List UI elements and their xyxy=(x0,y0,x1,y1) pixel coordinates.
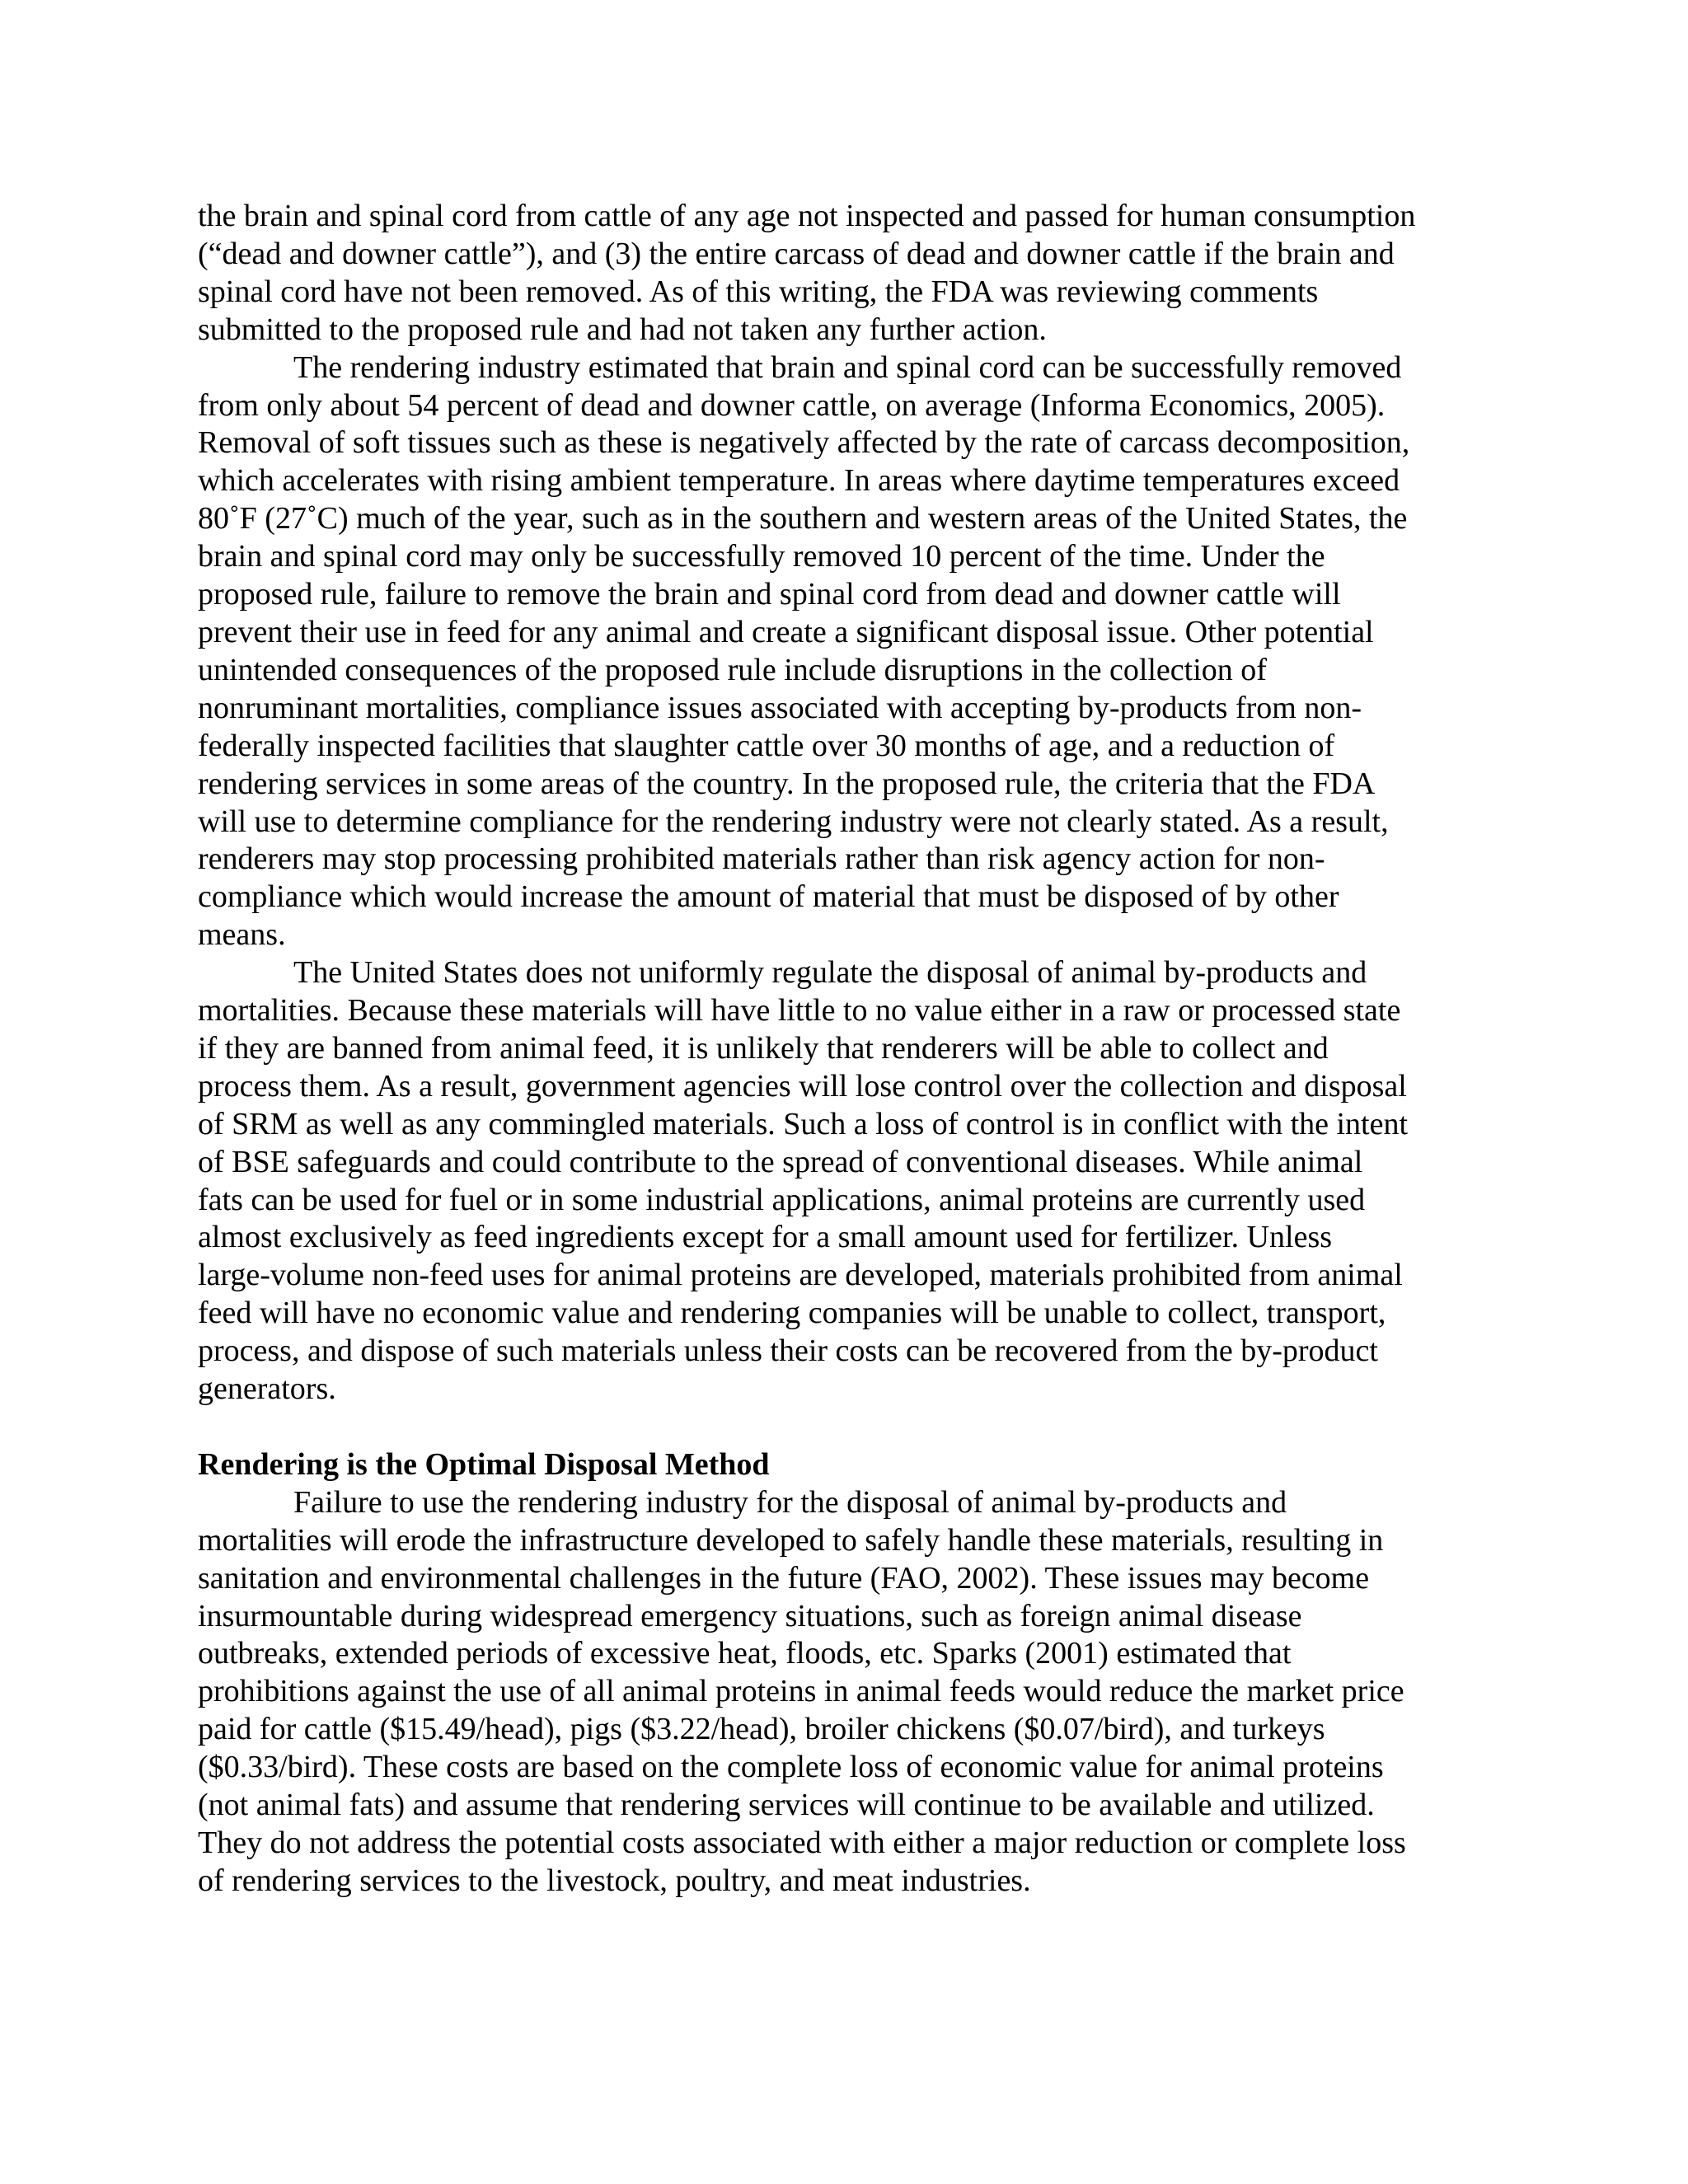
text-line: 80˚F (27˚C) much of the year, such as in the southern and western areas of the United States, the xyxy=(198,501,1408,537)
text-line: process, and dispose of such materials unless their costs can be recovered from the by-product xyxy=(198,1333,1378,1369)
text-line: renderers may stop processing prohibited materials rather than risk agency action for non- xyxy=(198,841,1325,877)
text-line: proposed rule, failure to remove the brain and spinal cord from dead and downer cattle will xyxy=(198,577,1341,612)
text-line: Failure to use the rendering industry for the disposal of animal by-products and xyxy=(293,1484,1287,1520)
text-line: nonruminant mortalities, compliance issues associated with accepting by-products from non- xyxy=(198,690,1362,725)
text-line: They do not address the potential costs associated with either a major reduction or complete loss xyxy=(198,1825,1406,1860)
text-line: federally inspected facilities that slaughter cattle over 30 months of age, and a reduction of xyxy=(198,728,1335,763)
text-line: paid for cattle ($15.49/head), pigs ($3.22/head), broiler chickens ($0.07/bird), and turkeys xyxy=(198,1712,1325,1747)
text-line: The United States does not uniformly regulate the disposal of animal by-products and xyxy=(293,955,1367,991)
text-line: means. xyxy=(198,917,286,953)
text-line: rendering services in some areas of the country. In the proposed rule, the criteria that the FDA xyxy=(198,766,1376,801)
text-line: mortalities will erode the infrastructure developed to safely handle these materials, resulting in xyxy=(198,1522,1384,1558)
section-heading: Rendering is the Optimal Disposal Method xyxy=(198,1446,770,1482)
text-line: (not animal fats) and assume that rendering services will continue to be available and utilized. xyxy=(198,1788,1375,1823)
text-line: brain and spinal cord may only be successfully removed 10 percent of the time. Under the xyxy=(198,539,1325,574)
text-line: The rendering industry estimated that brain and spinal cord can be successfully removed xyxy=(293,349,1402,385)
text-line: mortalities. Because these materials will have little to no value either in a raw or processed state xyxy=(198,993,1401,1029)
paragraph-optimal-disposal xyxy=(198,1484,1500,1900)
text-line: almost exclusively as feed ingredients except for a small amount used for fertilizer. Unless xyxy=(198,1220,1333,1255)
text-line: prevent their use in feed for any animal and create a significant disposal issue. Other potential xyxy=(198,614,1374,649)
text-line: process them. As a result, government agencies will lose control over the collection and disposal xyxy=(198,1068,1407,1104)
text-line: large-volume non-feed uses for animal proteins are developed, materials prohibited from animal xyxy=(198,1258,1403,1293)
text-line: from only about 54 percent of dead and downer cattle, on average (Informa Economics, 2005). xyxy=(198,387,1386,423)
text-line: if they are banned from animal feed, it is unlikely that renderers will be able to collect and xyxy=(198,1030,1329,1066)
text-line: which accelerates with rising ambient temperature. In areas where daytime temperatures exceed xyxy=(198,463,1400,499)
text-line: spinal cord have not been removed. As of this writing, the FDA was reviewing comments xyxy=(198,274,1319,309)
text-line: of SRM as well as any commingled materials. Such a loss of control is in conflict with the intent xyxy=(198,1106,1409,1141)
paragraph-gap xyxy=(198,1408,1500,1446)
paragraph-rendering-estimate xyxy=(198,349,1500,955)
text-line: insurmountable during widespread emergency situations, such as foreign animal disease xyxy=(198,1598,1302,1633)
text-line: (“dead and downer cattle”), and (3) the entire carcass of dead and downer cattle if the brain and xyxy=(198,236,1395,271)
text-line: sanitation and environmental challenges in the future (FAO, 2002). These issues may become xyxy=(198,1560,1370,1596)
text-line: compliance which would increase the amount of material that must be disposed of by other xyxy=(198,879,1339,915)
document-body xyxy=(198,198,1500,1900)
text-line: feed will have no economic value and rendering companies will be unable to collect, transport, xyxy=(198,1296,1386,1331)
text-line: prohibitions against the use of all animal proteins in animal feeds would reduce the market price xyxy=(198,1674,1404,1709)
text-line: of BSE safeguards and could contribute to the spread of conventional diseases. While animal xyxy=(198,1144,1363,1179)
text-line: outbreaks, extended periods of excessive heat, floods, etc. Sparks (2001) estimated that xyxy=(198,1636,1292,1671)
text-line: submitted to the proposed rule and had not taken any further action. xyxy=(198,312,1047,347)
text-line: of rendering services to the livestock, poultry, and meat industries. xyxy=(198,1863,1031,1898)
text-line: the brain and spinal cord from cattle of any age not inspected and passed for human consumption xyxy=(198,199,1416,233)
paragraph-continuation xyxy=(198,198,1500,349)
text-line: ($0.33/bird). These costs are based on the complete loss of economic value for animal proteins xyxy=(198,1750,1384,1785)
text-line: generators. xyxy=(198,1371,336,1407)
text-line: will use to determine compliance for the rendering industry were not clearly stated. As a result, xyxy=(198,804,1389,839)
text-line: fats can be used for fuel or in some industrial applications, animal proteins are currently used xyxy=(198,1182,1366,1217)
text-line: Removal of soft tissues such as these is negatively affected by the rate of carcass decomposition, xyxy=(198,425,1410,461)
text-line: unintended consequences of the proposed rule include disruptions in the collection of xyxy=(198,652,1267,687)
paragraph-regulation xyxy=(198,954,1500,1408)
